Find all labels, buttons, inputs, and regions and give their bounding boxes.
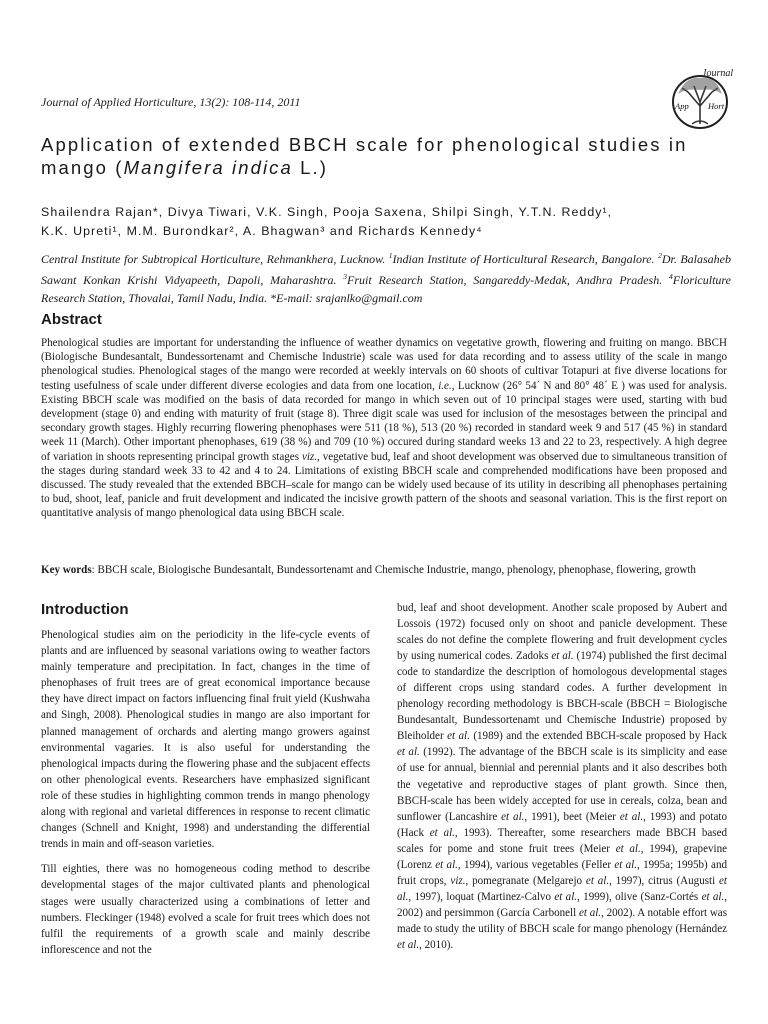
title-species: Mangifera indica xyxy=(123,157,293,178)
title-text: Application of extended BBCH scale for phenological studies in mango ( xyxy=(41,134,688,178)
tree-logo-icon xyxy=(666,62,734,132)
svg-text:Hort: Hort xyxy=(708,101,725,111)
intro-left-column xyxy=(41,627,370,958)
intro-right-column: bud, leaf and shoot development. Another scale proposed by Aubert and Lossois (1972) focused only on shoot and panicle development. These scales do not define the complete flowering and fruit development cycles by using numerical codes. Zadoks et al. (1974) published the first decimal code to standardize the description of homologous developmental stages of different crops using standard codes. A further development in phenology recording methodology is BBCH-scale (BBCH = Biologische Bundesantalt, Bundessortenamt und Chemische Industrie) proposed by Bleiholder et al. (1989) and the extended BBCH-scale proposed by Hack et al. (1992). The advantage of the BBCH scale is its simplicity and ease of use for annual, biennial and perennial plants and it also describes both the vegetative and reproductive stages of plant growth. Since then, BBCH-scale has been widely accepted for use in cereals, colza, bean and sunflower (Lancashire et al., 1991), beet (Meier et al., 1993) and potato (Hack et al., 1993). Thereafter, some researchers made BBCH based scales for pome and stone fruit trees (Meier et al., 1994), grapevine (Lorenz et al., 1994), various vegetables (Feller et al., 1995a; 1995b) and fruit crops, viz., pomegranate (Melgarejo et al., 1997), citrus (Augusti et al., 1997), loquat (Martinez-Calvo et al., 1999), olive (Sanz-Cortés et al., 2002) and persimmon (García Carbonell et al., 2002). A notable effort was made to study the utility of BBCH scale for mango phenology (Hernández et al., 2010). xyxy=(397,602,728,951)
abstract-body: Phenological studies are important for understanding the influence of weather dynamics on vegetative growth, flowering and fruiting on mango. BBCH (Biologische Bundesantalt, Bundessortenamt and Chemische Industrie) scale was used for data recording and to assess utility of the scale in mango phenological studies. Phenological stages of the mango were recorded at weekly intervals on 60 shoots of cultivar Totapuri at five diverse locations for testing usefulness of scale under different diverse ecologies and data from one location, i.e., Lucknow (26° 54´ N and 80° 48´ E ) was used for analysis. Existing BBCH scale was modified on the basis of data recorded for mango in which seven out of 10 principal stages were used, starting with bud development (stage 0) and ending with maturity of fruit (stage 8). Three digit scale was used for inclusion of the mesostages between the principal and secondary growth stages. Highly recurring flowering phenophases were 511 (18 %), 513 (20 %) recorded in standard week 9 and 517 (45 %) in standard week 11 (March). Other important phenophases, 619 (38 %) and 709 (10 %) occured during standard weeks 13 and 22 to 23, respectively. A high degree of variation in shoots representing principal growth stages viz., vegetative bud, leaf and shoot development was observed due to simultaneous transition of the stages during standard week 33 to 42 and 4 to 24. Limitations of existing BBCH scale and comprehended modifications have been proposed and discussed. The study revealed that the extended BBCH–scale for mango can be widely used because of its utility in describing all phenophases pertaining to bud, shoot, leaf, panicle and fruit development and indicated the incisive growth pattern of the shoots and seasonal variation. This is the first report on quantitative analysis of mango phenological data using BBCH scale. xyxy=(41,337,727,520)
author-line-2: K.K. Upreti¹, M.M. Burondkar², A. Bhagwan³ and Richards Kennedy⁴ xyxy=(41,224,483,238)
introduction-heading: Introduction xyxy=(41,601,129,618)
author-line-1: Shailendra Rajan*, Divya Tiwari, V.K. Singh, Pooja Saxena, Shilpi Singh, Y.T.N. Reddy¹, xyxy=(41,205,613,219)
svg-text:App: App xyxy=(675,101,689,111)
title-suffix: L.) xyxy=(292,157,329,178)
abstract-heading: Abstract xyxy=(41,311,102,328)
journal-reference: Journal of Applied Horticulture, 13(2): 108-114, 2011 xyxy=(41,95,301,109)
keywords-text: : BBCH scale, Biologische Bundesantalt, Bundessortenamt and Chemische Industrie, mango, phenology, phenophase, flowering, growth xyxy=(91,564,696,576)
intro-paragraph-1: Phenological studies aim on the periodicity in the life-cycle events of plants and are influenced by seasonal variations owing to weather factors mainly temperature and precipitation. In fact, changes in the time of phenophases of fruit trees are of great economical importance because they have direct impact on factors influencing final fruit yield (Kushwaha and Singh, 2008). Phenological studies in mango are also important for planned management of orchards and alerting mango growers against environmental vagaries. It is also useful for understanding the phenological impacts during the flowering phase and the subjacent effects on other phenological events. Researchers have emphasized significant role of these studies in highlighting common trends in mango phenology along with regional and varietal differences in response to recent climatic changes (Schnell and Knight, 1998) and understanding the differential trends in main and off-season varieties. xyxy=(41,629,370,851)
keywords-label: Key words xyxy=(41,564,92,576)
svg-text:Journal: Journal xyxy=(702,68,734,79)
journal-logo xyxy=(666,62,734,132)
keywords xyxy=(41,563,727,577)
intro-paragraph-2: Till eighties, there was no homogeneous coding method to describe developmental stages of the major cultivated plants and phenological stages were usually characterized using a combinations of letter and numbers. Fleckinger (1948) evolved a scale for fruit trees which does not fulfil the requirements of a growth scale and mainly describe inflorescence and not the xyxy=(41,863,370,956)
affiliations: Central Institute for Subtropical Horticulture, Rehmankhera, Lucknow. $^1$Indian Institute of Horticultural Research, Bangalore. $^2$Dr. Balasaheb Sawant Konkan Krishi Vidyapeeth, Dapoli, Maharashtra. $^3$Fruit Research Station, Sangareddy-Medak, Andhra Pradesh. $^4$Floriculture Research Station, Thovalai, Tamil Nadu, India. *E-mail: srajanlko@gmail.com xyxy=(41,251,731,305)
author-list xyxy=(41,203,741,241)
paper-title xyxy=(41,133,741,179)
